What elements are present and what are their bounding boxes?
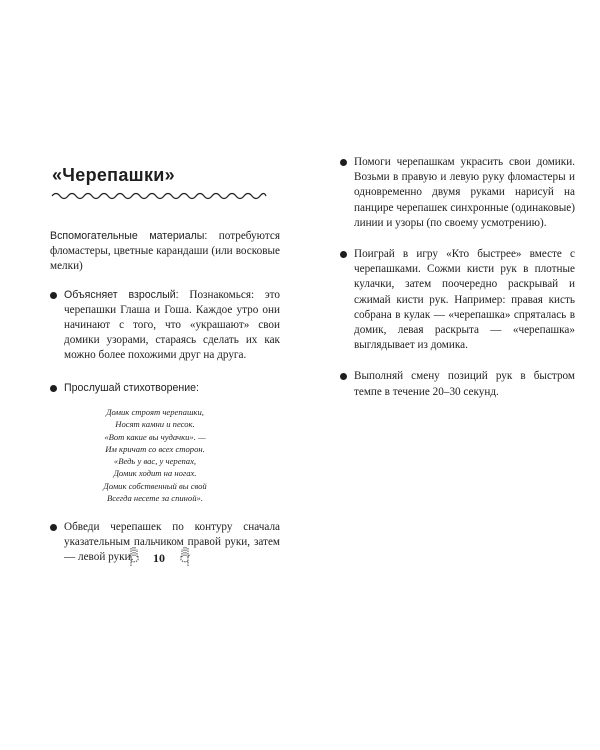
bullet-icon (340, 373, 347, 380)
left-column (50, 165, 280, 565)
listen-label: Прослушай стихотворение: (64, 382, 199, 394)
list-item (340, 155, 575, 231)
bullet-icon (50, 292, 57, 299)
explains-text: Познакомься: это черепашки Глаша и Гоша. Каждое утро они начинают с того, что «украшают» свои домики узорами, стараясь сделать их как можно более похожими друг на друга. (64, 289, 280, 361)
poem-line: Домик собственный вы свой (103, 480, 207, 491)
bullet-icon (340, 251, 347, 258)
poem-line: Всегда несете за спиной». (107, 493, 203, 504)
poem-line: «Вот какие вы чудачки». — (104, 431, 206, 442)
materials-text: потребуются фломастеры, цветные карандаши (или восковые мелки) (50, 230, 280, 272)
instruction-text: Поиграй в игру «Кто быстрее» вместе с черепашками. Сожми кисти рук в плотные кулачки, затем поочередно раскрывай и сжимай кисти рук. Например: правая кисть собрана в кулак — «черепашка» спряталась в домик, левая раскрыта — «черепашка» выглядывает из домика. (354, 248, 575, 352)
materials-paragraph (50, 229, 280, 274)
poem (50, 406, 260, 504)
wavy-underline (50, 191, 268, 201)
page-title: «Черепашки» (52, 165, 175, 185)
hand-icon (127, 545, 141, 567)
poem-line: Домик ходит на ногах. (113, 468, 197, 479)
explains-label: Объясняет взрослый: (64, 289, 179, 301)
right-column (340, 155, 575, 400)
list-item (340, 369, 575, 399)
list-item (50, 288, 280, 363)
poem-line: Домик строят черепашки, (106, 407, 204, 417)
instruction-text: Выполняй смену позиций рук в быстром темпе в течение 20–30 секунд. (354, 370, 575, 398)
instruction-text: Помоги черепашкам украсить свои домики. Возьми в правую и левую руку фломастеры и одновременно двумя руками нарисуй на панцире черепашек синхронные (одинаковые) линии и узоры (по своему усмотрению). (354, 156, 575, 229)
poem-line: Им кричат со всех сторон. (105, 443, 205, 454)
bullet-icon (50, 524, 57, 531)
page-footer (125, 545, 205, 569)
poem-line: Носят камни и песок. (115, 419, 195, 430)
trace-text: Обведи черепашек по контуру сначала указательным пальчиком правой руки, затем — левой руки. (64, 521, 280, 564)
hand-icon (178, 545, 192, 567)
materials-label: Вспомогательные материалы: (50, 230, 208, 242)
list-item (50, 381, 280, 396)
bullet-icon (340, 159, 347, 166)
poem-line: «Ведь у вас, у черепах, (113, 456, 197, 467)
bullet-icon (50, 385, 57, 392)
list-item (340, 247, 575, 353)
page-number: 10 (153, 551, 165, 565)
